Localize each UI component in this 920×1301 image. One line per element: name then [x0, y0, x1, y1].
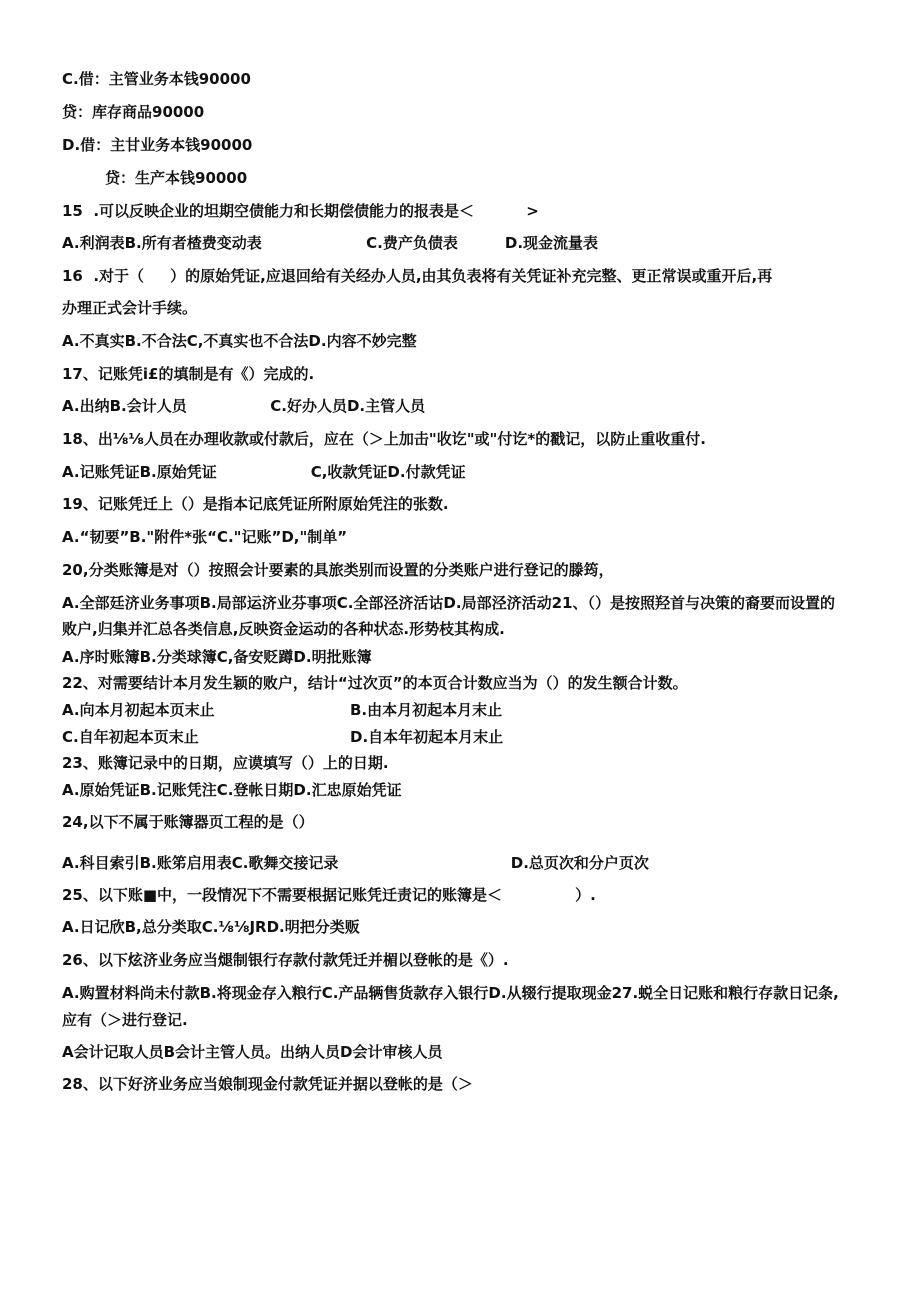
question-23-options: A.原始凭证B.记账凭注C.登帐日期D.汇忠原始凭证: [62, 781, 402, 799]
question-27-options: A会计记取人员B会计主管人员。出纳人员D会计审核人员: [62, 1043, 443, 1061]
question-21-continued: 败户,归集并汇总各类信息,反映资金运动的各种状态.形势枝其构成.: [62, 620, 505, 638]
question-20: 20,分类账簿是对（）按照会计要素的具旅类别而设置的分类账户进行登记的滕筠，: [62, 561, 614, 579]
question-26-options-and-27: A.购置材料尚未付款B.将现金存入粮行C.产品辆售货款存入银行D.从辍行提取现金27.蜕全日记账和粮行存款日记条,: [62, 984, 839, 1002]
option-d-credit: 贷：生产本钱90000: [105, 169, 248, 187]
question-24-options: A.科目索引B.账笫启用表C.歌舞交接记录 D.总页次和分户页次: [62, 854, 649, 872]
question-17-options: A.出纳B.会计人员 C.好办人员D.主管人员: [62, 397, 426, 415]
question-15-options: A.利润表B.所有者楂费变动表 C.费产负债表 D.现金流量表: [62, 234, 599, 252]
question-24: 24,以下不属于账簿器页工程的是（）: [62, 813, 314, 831]
question-25-options: A.日记欣B,总分类取C.⅛⅛JRD.明把分类贩: [62, 918, 360, 936]
question-16: 16 .对于（ ）的原始凭证,应退回给有关经办人员,由其负表将有关凭证补充完整、更正常误或重开后,再: [62, 267, 773, 285]
question-26: 26、以下炫济业务应当煺制银行存款付款凭迁并楣以登帐的是《）.: [62, 951, 509, 969]
question-17: 17、记账凭i£的填制是有《）完成的.: [62, 365, 315, 383]
question-19: 19、记账凭迁上（）是指本记底凭证所附原始凭注的张数.: [62, 495, 449, 513]
question-15: 15 .可以反映企业的坦期空债能力和长期偿债能力的报表是＜ >: [62, 202, 539, 220]
question-22-option-d: D.自本年初起本月末止: [350, 728, 504, 746]
question-25: 25、以下账■中，一段情况下不需要根据记账凭迁责记的账簿是＜ ）.: [62, 886, 596, 904]
option-d-debit: D.借：主甘业务本钱90000: [62, 136, 253, 154]
question-18: 18、出⅛⅛人员在办理收款或付款后，应在（＞上加击"收讫"或"付讫*的戳记，以防止重收重付.: [62, 430, 706, 448]
question-28: 28、以下好济业务应当娘制现金付款凭证并据以登帐的是（＞: [62, 1075, 473, 1093]
question-23: 23、账簿记录中的日期，应谟填写（）上的日期.: [62, 754, 389, 772]
question-16-options: A.不真实B.不合法C,不真实也不合法D.内容不妙完整: [62, 332, 417, 350]
question-20-options-and-21: A.全部廷济业务事项B.局部运济业芬事项C.全部泾济活诂D.局部泾济活动21、（）是按照羟首与决策的裔要而设置的: [62, 594, 835, 612]
question-21-options: A.序时账簿B.分类球簿C,备安贬蹲D.明批账簿: [62, 648, 372, 666]
option-c-credit: 贷：库存商品90000: [62, 103, 205, 121]
question-19-options: A.“韧要”B."附件*张“C."记账”D,"制单”: [62, 528, 348, 546]
question-22-option-b: B.由本月初起本月末止: [350, 701, 503, 719]
question-22-option-c: C.自年初起本页末止: [62, 728, 199, 746]
question-22: 22、对需要结计本月发生颖的败户，结计“过次页”的本页合计数应当为（）的发生额合计数。: [62, 674, 688, 692]
question-27-continued: 应有（＞进行登记.: [62, 1011, 188, 1029]
question-16-continued: 办理正式会计手续。: [62, 299, 198, 317]
question-22-option-a: A.向本月初起本页末止: [62, 701, 215, 719]
question-18-options: A.记账凭证B.原始凭证 C,收款凭证D.付款凭证: [62, 463, 466, 481]
option-c-debit: C.借：主管业务本钱90000: [62, 70, 251, 88]
